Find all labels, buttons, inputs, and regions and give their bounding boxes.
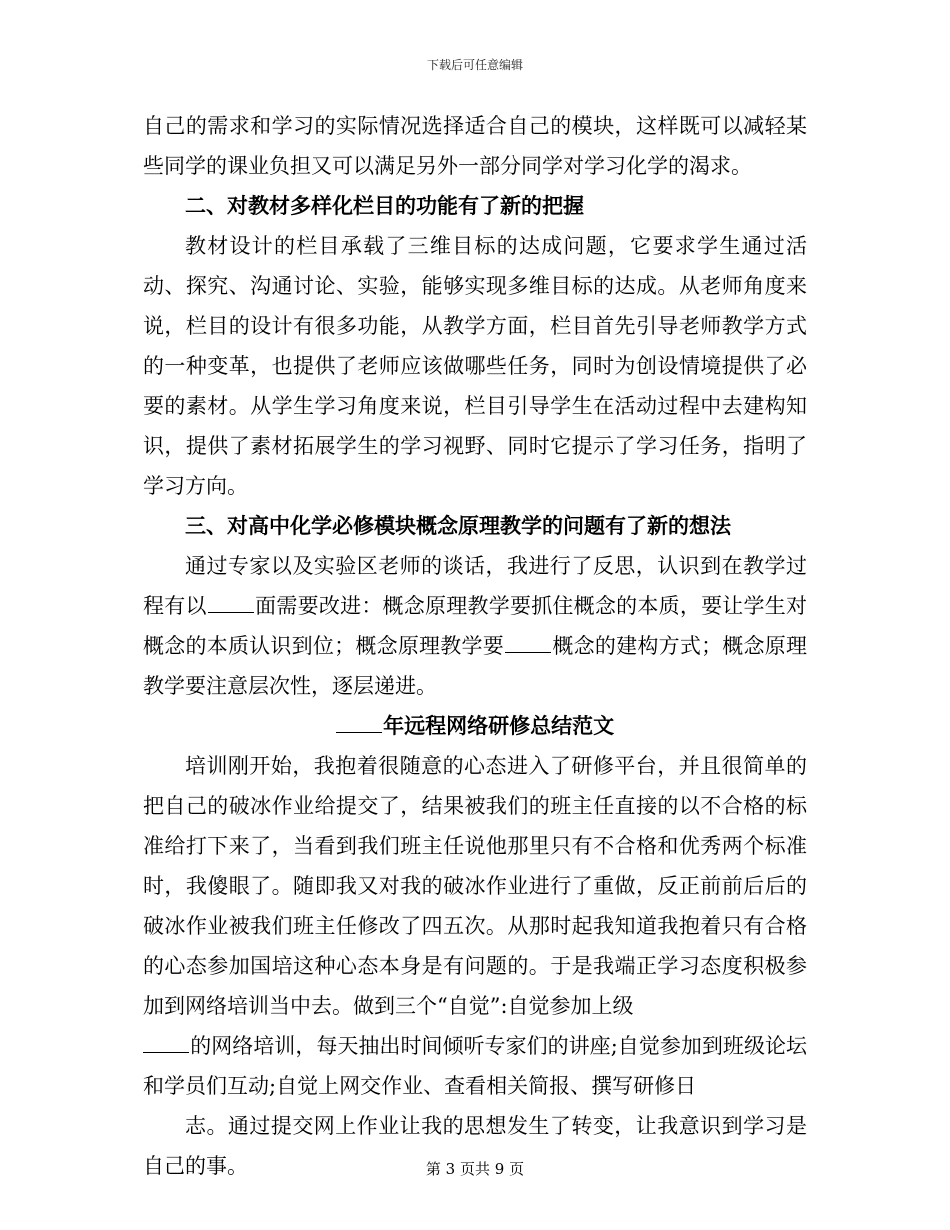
section-heading-3: 三、对高中化学必修模块概念原理教学的问题有了新的想法 (185, 513, 731, 538)
blank-underline (336, 710, 382, 733)
section-heading-2: 二、对教材多样化栏目的功能有了新的把握 (185, 193, 584, 218)
text-run: 通过专家以及实验区老师的谈话，我进行了反思，认识到在教学过程有以 (143, 554, 807, 618)
page-header: 下载后可任意编辑 (426, 58, 523, 72)
page-footer: 第 3 页共 9 页 (425, 1160, 525, 1178)
paragraph-continued: 自己的需求和学习的实际情况选择适合自己的模块，这样既可以减轻某些同学的课业负担又可以满足另外一部分同学对学习化学的渴求。 (143, 114, 807, 178)
text-run: 面需要改进：概念原理教学要抓住概念的本质，要让学生对概念的本质认识到位；概念原理教学要 (143, 594, 808, 658)
paragraph-article-end: 志。通过提交网上作业让我的思想发生了转变，让我意识到学习是自己的事。 (143, 1114, 807, 1178)
paragraph-section-3 (143, 546, 807, 706)
paragraph-section-2: 教材设计的栏目承载了三维目标的达成问题，它要求学生通过活动、探究、沟通讨论、实验，能够实现多维目标的达成。从老师角度来说，栏目的设计有很多功能，从教学方面，栏目首先引导老师教学方式的一种变革，也提供了老师应该做哪些任务，同时为创设情境提供了必要的素材。从学生学习角度来说，栏目引导学生在活动过程中去建构知识，提供了素材拓展学生的学习视野、同时它提示了学习任务，指明了学习方向。 (143, 234, 807, 498)
text-run: 的网络培训，每天抽出时间倾听专家们的讲座;自觉参加到班级论坛和学员们互动;自觉上网交作业、查看相关简报、撰写研修日 (143, 1034, 807, 1098)
article-title (143, 706, 807, 746)
text-run: 培训刚开始，我抱着很随意的心态进入了研修平台，并且很简单的把自己的破冰作业给提交了，结果被我们的班主任直接的以不合格的标准给打下来了，当看到我们班主任说他那里只有不合格和优秀两个标准时，我傻眼了。随即我又对我的破冰作业进行了重做，反正前前后后的破冰作业被我们班主任修改了四五次。从那时起我知道我抱着只有合格的心态参加国培这种心态本身是有问题的。于是我端正学习态度积极参加到网络培训当中去。做到三个“自觉”:自觉参加上级 (143, 754, 807, 1018)
paragraph-article (143, 746, 807, 1106)
blank-underline (208, 590, 254, 613)
document-body (143, 106, 807, 1186)
blank-underline (505, 630, 551, 653)
text-run: 概念的建构方式；概念原理教学要注意层次性，逐层递进。 (143, 634, 808, 698)
blank-underline (143, 1030, 189, 1053)
article-title-text: 年远程网络研修总结范文 (383, 713, 615, 738)
